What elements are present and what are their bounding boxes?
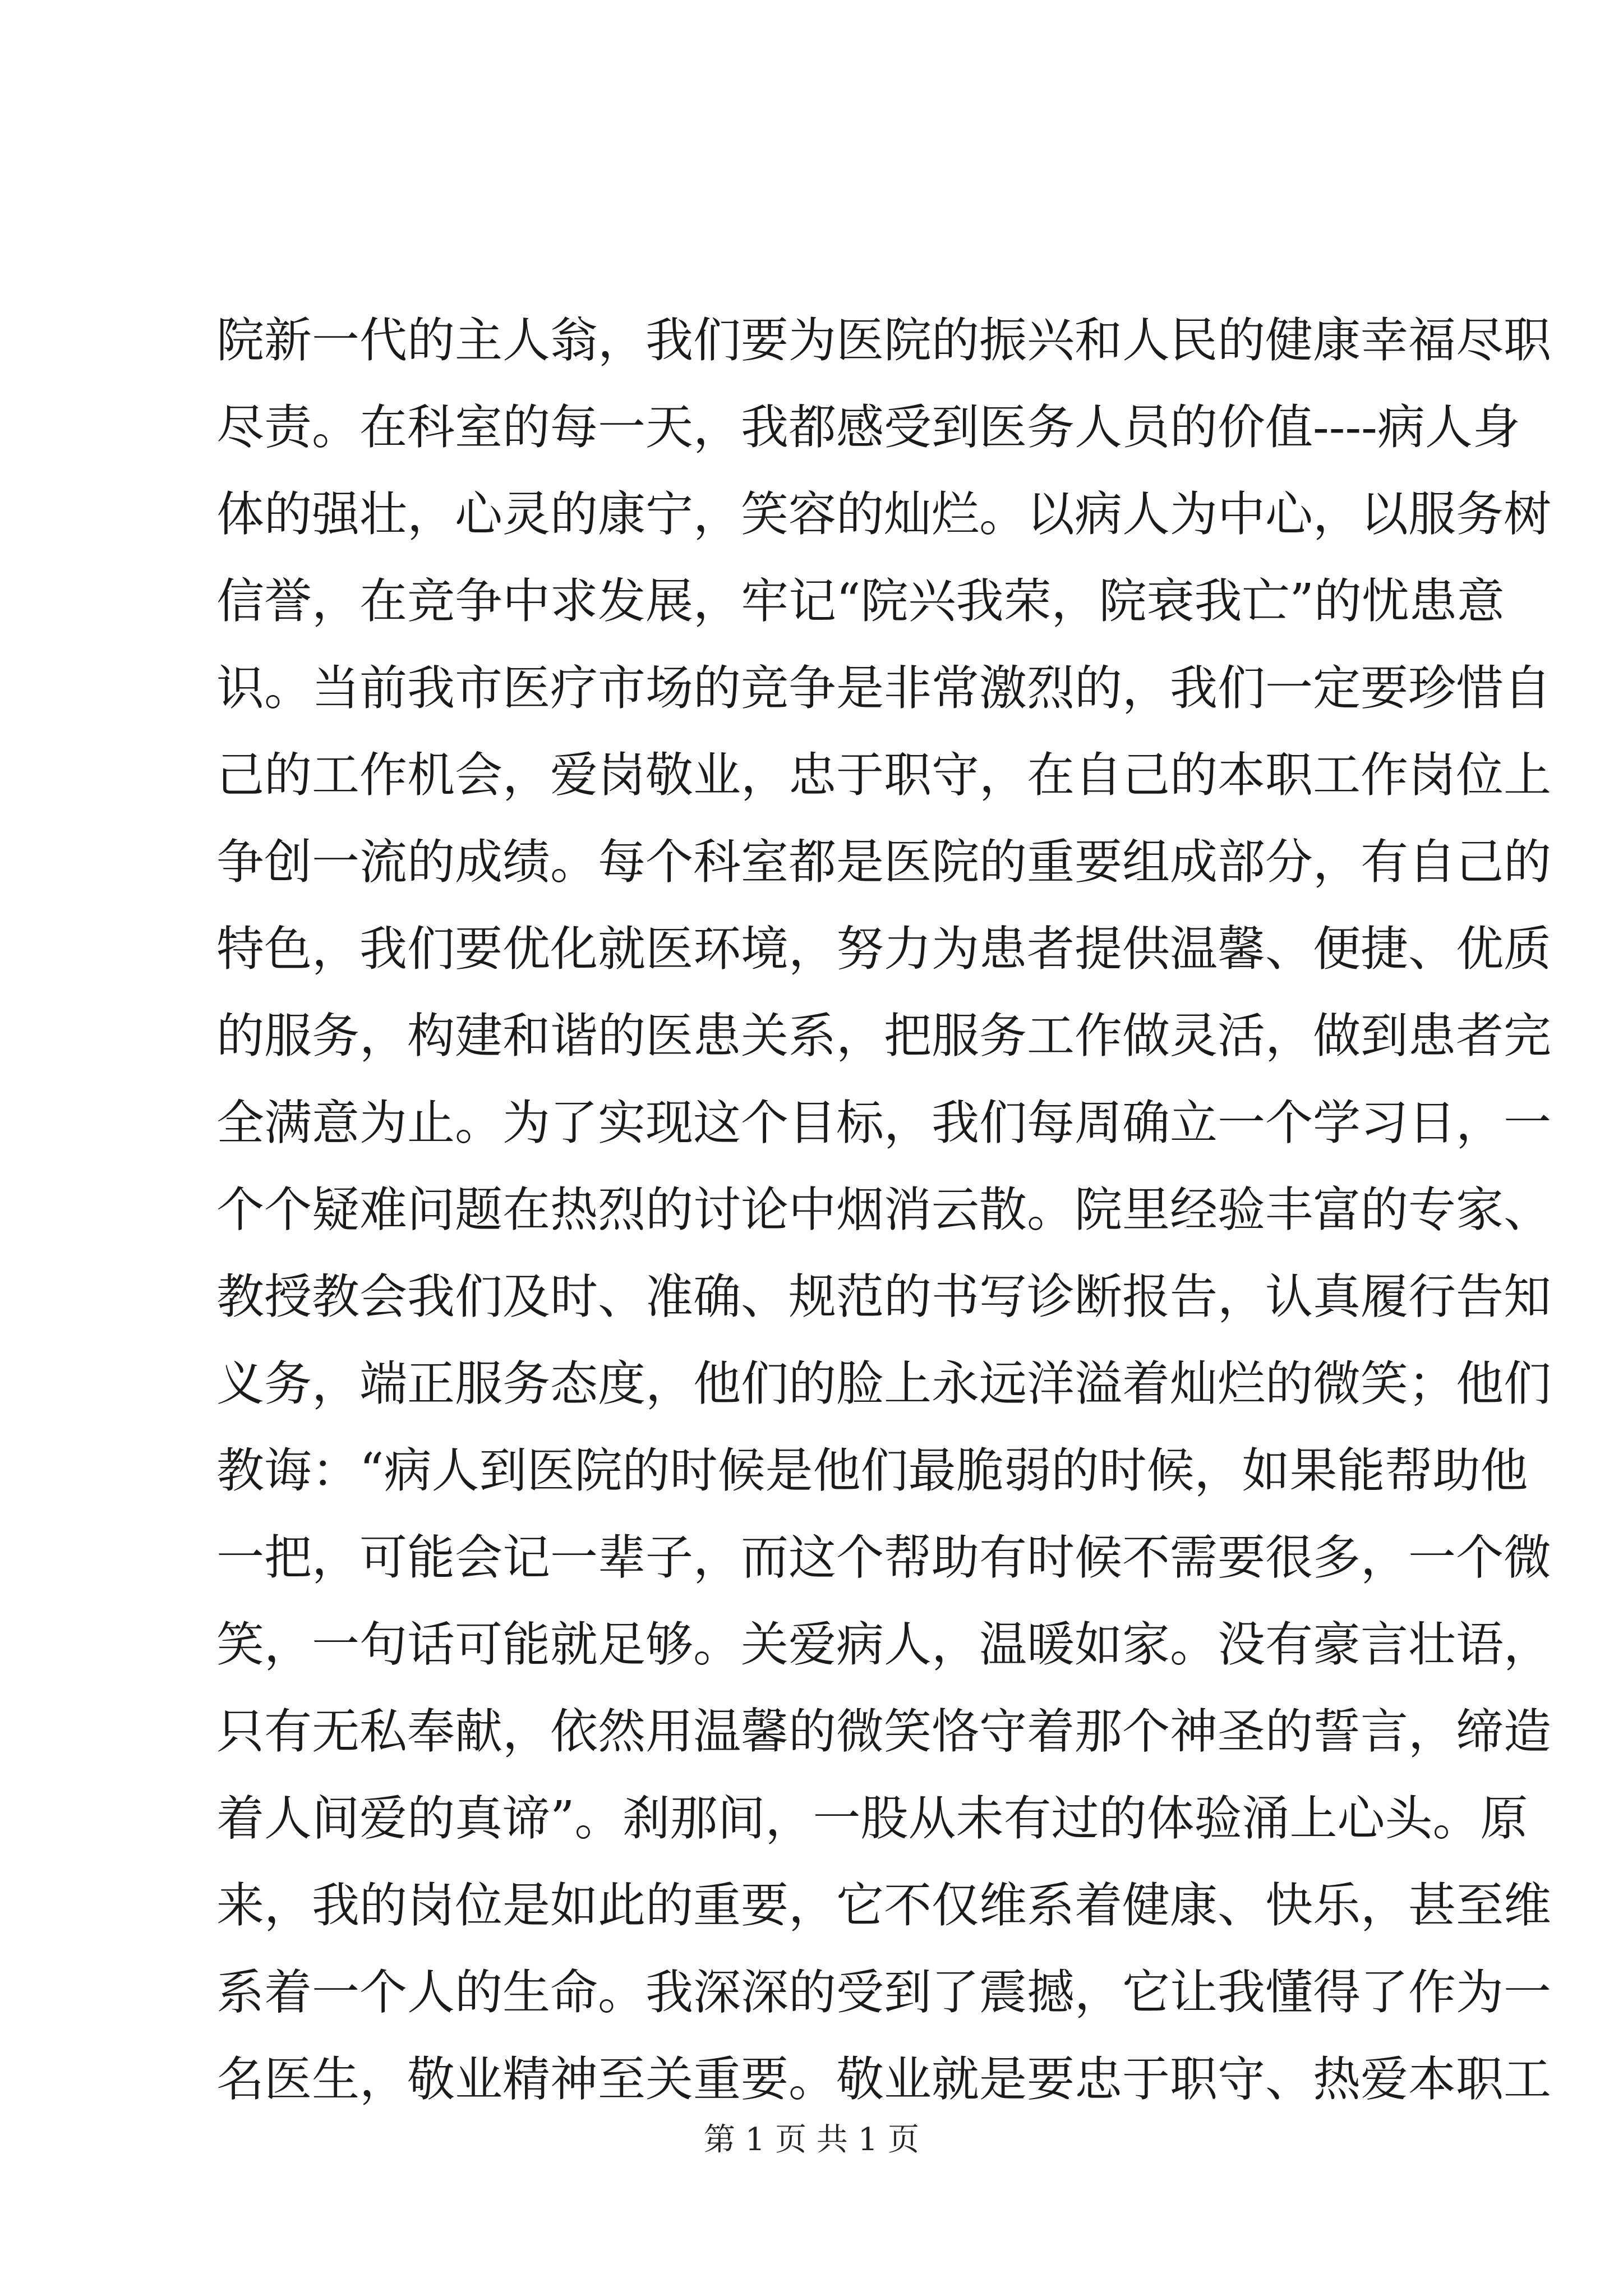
text-line: 尽责。在科室的每一天，我都感受到医务人员的价值----病人身: [216, 400, 1520, 455]
text-line: 全满意为止。为了实现这个目标，我们每周确立一个学习日，一: [216, 1096, 1552, 1151]
text-line: 笑，一句话可能就足够。关爱病人，温暖如家。没有豪言壮语，: [216, 1617, 1552, 1673]
text-line: 特色，我们要优化就医环境，努力为患者提供温馨、便捷、优质: [216, 922, 1552, 977]
text-line: 的服务，构建和谐的医患关系，把服务工作做灵活，做到患者完: [216, 1009, 1552, 1064]
text-line: 来，我的岗位是如此的重要，它不仅维系着健康、快乐，甚至维: [216, 1878, 1552, 1934]
text-line: 一把，可能会记一辈子，而这个帮助有时候不需要很多，一个微: [216, 1530, 1552, 1586]
text-line: 争创一流的成绩。每个科室都是医院的重要组成部分，有自己的: [216, 835, 1552, 890]
text-line: 着人间爱的真谛”。刹那间，一股从未有过的体验涌上心头。原: [216, 1791, 1528, 1847]
text-line: 识。当前我市医疗市场的竞争是非常激烈的，我们一定要珍惜自: [216, 661, 1552, 716]
text-line: 个个疑难问题在热烈的讨论中烟消云散。院里经验丰富的专家、: [216, 1182, 1552, 1238]
text-line: 义务，端正服务态度，他们的脸上永远洋溢着灿烂的微笑；他们: [216, 1356, 1552, 1412]
text-line: 信誉，在竞争中求发展，牢记“院兴我荣，院衰我亡”的忧患意: [216, 574, 1505, 629]
text-line: 体的强壮，心灵的康宁，笑容的灿烂。以病人为中心，以服务树: [216, 487, 1552, 542]
text-line: 系着一个人的生命。我深深的受到了震撼，它让我懂得了作为一: [216, 1965, 1552, 2021]
page-footer: 第 1 页 共 1 页: [703, 2122, 920, 2158]
text-line: 教授教会我们及时、准确、规范的书写诊断报告，认真履行告知: [216, 1269, 1552, 1325]
body-text: [216, 297, 1552, 2123]
text-line: 只有无私奉献，依然用温馨的微笑恪守着那个神圣的誓言，缔造: [216, 1704, 1552, 1760]
text-line: 名医生，敬业精神至关重要。敬业就是要忠于职守、热爱本职工: [216, 2052, 1552, 2108]
text-line: 己的工作机会，爱岗敬业，忠于职守，在自己的本职工作岗位上: [216, 748, 1552, 803]
text-line: 教诲：“病人到医院的时候是他们最脆弱的时候，如果能帮助他: [216, 1443, 1528, 1499]
text-line: 院新一代的主人翁，我们要为医院的振兴和人民的健康幸福尽职: [216, 313, 1552, 369]
